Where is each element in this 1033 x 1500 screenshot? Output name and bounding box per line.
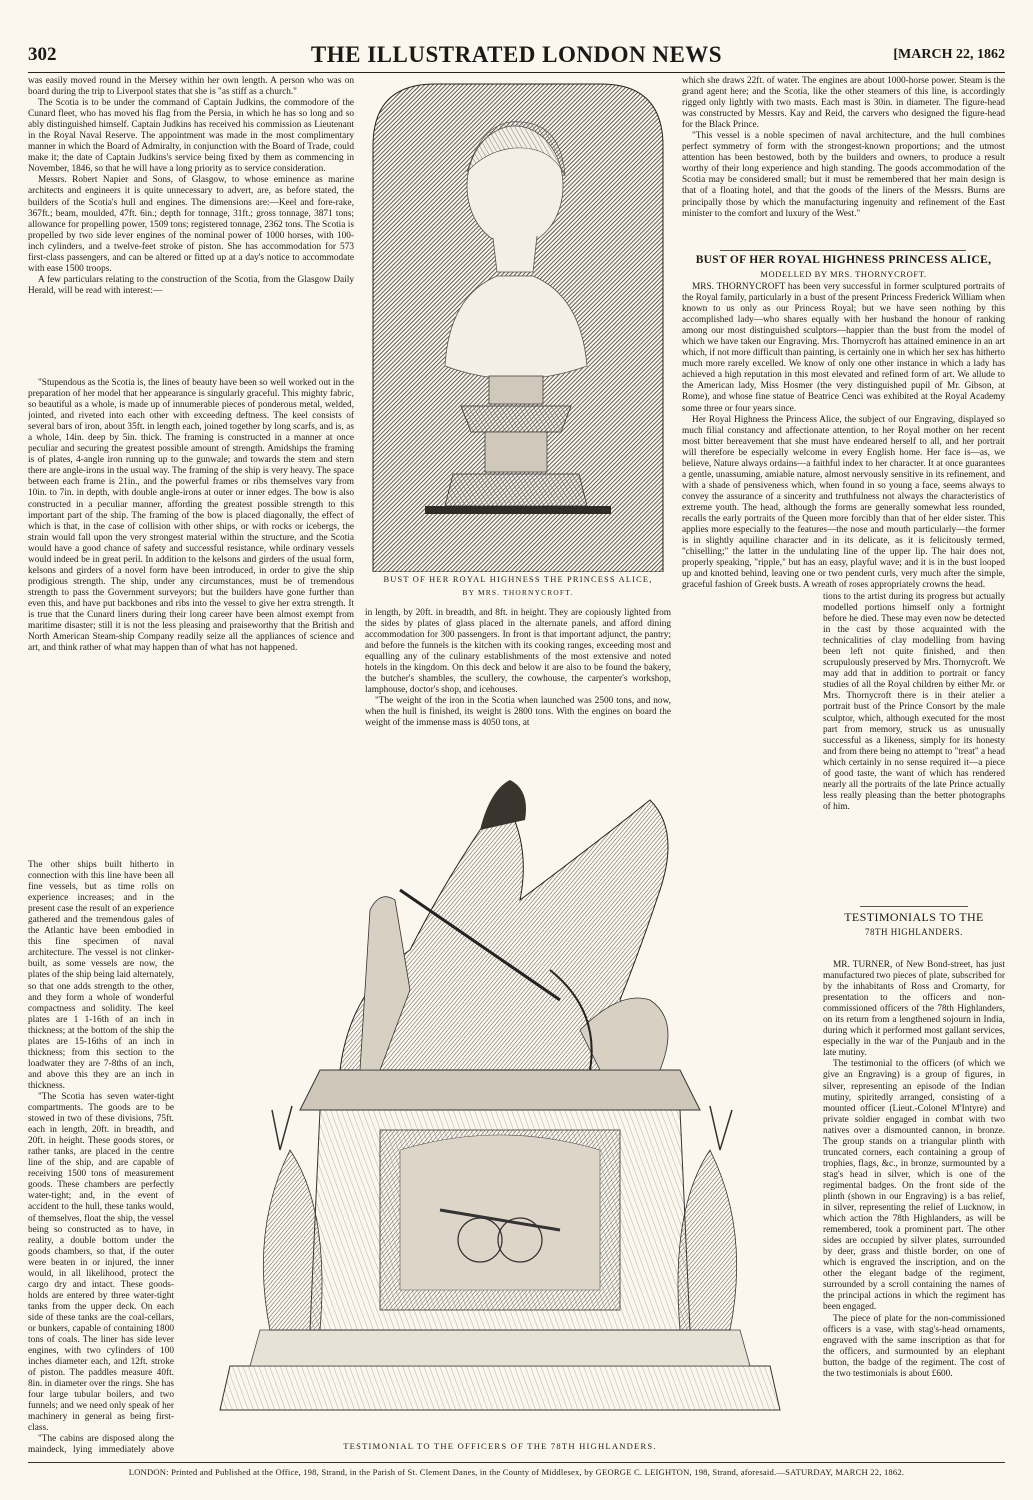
testimonials-heading: TESTIMONIALS TO THE: [844, 910, 984, 924]
alice-article-subheading: MODELLED BY MRS. THORNYCROFT.: [760, 269, 927, 279]
article-scotia-part5: [682, 76, 1005, 253]
bust-caption: BUST OF HER ROYAL HIGHNESS THE PRINCESS ALICE,: [383, 575, 653, 584]
paragraph: "The cabins are disposed along the maindeck, lying immediately above: [28, 1434, 174, 1456]
paragraph: The Scotia is to be under the command of Captain Judkins, the commodore of the Cunard fleet, who has moved his flag from the Persia, in which he has so long and so ably distinguished himself. Captain Judkins has received his commission as Lieutenant in the Royal Naval Reserve. The appointment was made in the most complimentary manner in which the Board of Admiralty, in conjunction with the Board of Trade, could make it; the date of Captain Judkins's service being fixed by them as commencing in November, 1846, so that he will have a long priority as to service consideration.: [28, 98, 354, 175]
article-scotia-part1: [28, 76, 354, 376]
paragraph: "This vessel is a noble specimen of naval architecture, and the hull combines perfect symmetry of form with the strongest-known proportions; and the utmost attention has been bestowed, both by the builders and owners, to produce a result worthy of their long experience and high standing. The goods accommodation of the Scotia may be considered small; but it must be remembered that her main design is that of a floating hotel, and that the goods of the liners of the Messrs. Burns are principally those by which the manufacturing ingenuity and refinement of the East minister to the comfort and luxury of the West.": [682, 131, 1005, 219]
paragraph: The piece of plate for the non-commissioned officers is a vase, with stag's-head ornaments, engraved with the same inscription as that for the officers, and surmounted by an elephant button, the badge of the regiment. The cost of the two testimonials is about £600.: [823, 1313, 1005, 1379]
paragraph: "The Scotia has seven water-tight compartments. The goods are to be stowed in two of these divisions, 75ft. each in length, 20ft. in breadth, and 20ft. in height. These goods stores, or rather tanks, are placed in the centre line of the ship, and are capable of receiving 1500 tons of measurement goods. These chambers are perfectly water-tight; and, in the event of accident to the hull, these tanks would, of themselves, float the ship, the vessel being so constructed as to have, in reality, a double bottom under the goods chambers, so that, if the outer were beaten in or injured, the inner would, in all likelihood, protect the cargo dry and intact. These goods-holds are entered by three water-tight tanks from the upper deck. On each side of these tanks are the coal-cellars, or bunkers, capable of containing 1800 tons of coals. The liner has side lever engines, with two cylinders of 100 inches diameter each, and 12ft. stroke of piston. The paddles measure 40ft. 8in. in diameter over the rings. She has four large tubular boilers, and two funnels; and we need only speak of her machinery in general as being first-class.: [28, 1091, 174, 1434]
page-number: 302: [28, 44, 57, 65]
paragraph: MRS. THORNYCROFT has been very successful in former sculptured portraits of the Royal family, particularly in a bust of the present Princess Frederick William when known to us only as our Princess Royal; but we have seen nothing by this accomplished lady—who shares equally with her husband the honour of ranking among our most distinguished sculptors—happier than the bust from the model of which we have taken our Engraving. Mrs. Thornycroft has attained eminence in an art which, if not more difficult than painting, is certainly one in which her sex has hitherto much more rarely excelled. We know of only one other instance in which a lady has achieved a high reputation in this most elevated and refined form of art. We allude to the American lady, Miss Hosmer (the very distinguished pupil of Mr. Gibson, at Rome), and whose fine statue of Beatrice Cenci was exhibited at the Royal Academy some three or four years since.: [682, 282, 1005, 414]
bust-engraving: [365, 76, 671, 572]
paragraph: Her Royal Highness the Princess Alice, the subject of our Engraving, displayed so much filial constancy and affectionate attention, to her Royal mother on her recent most bitter bereavement that she must have endeared herself to all, and her portrait will therefore be especially welcome in every English home. Her face is—as, we believe, Nature always ordains—a faithful index to her character. It at once guarantees a gentle, unassuming, amiable nature, almost nervously sensitive in its refinement, and with a shade of pensiveness which, when found in so young a face, seems always to convey the assurance of a sincerity and truthfulness not always the characteristics of extreme youth. The head, although the forms are generally somewhat less rounded, recalls the early portraits of the Queen more forcibly than that of her elder sister. This applies more especially to the features—the nose and mouth particularly—the former is in slightly aquiline character and in its delicate, as it is felicitously termed, "chiselling;" the latter in the undulating line of the upper lip. The hair does not, properly speaking, "ripple," but has an easy, playful wave; and it is in the bust looped up and knotted behind, leaving one or two pendent curls, very much after the simple, graceful fashion of Greek busts. A wreath of roses appropriately crowns the head.: [682, 414, 1005, 590]
article-princess-alice-continued: [823, 592, 1005, 908]
issue-date: [MARCH 22, 1862: [893, 47, 1005, 62]
bust-illustration: [365, 76, 671, 572]
paragraph: tions to the artist during its progress but actually modelled portions himself only a fortnight before he died. These may even now be detected in the cast by those acquainted with the technicalities of clay modelling from having been left not quite finished, and then scrupulously preserved by Mrs. Thornycroft. We may add that in addition to portrait or fancy studies of all the Royal children by either Mr. or Mrs. Thornycroft there is in their atelier a portrait bust of the Prince Consort by the male sculptor, which, although executed for the most part from memory, struck us as unusually successful as a likeness, simply for its honesty and from there being no attempt to "treat" a head which certainly in no sense required it—a piece of good taste, the want of which has rendered nearly all the portraits of the late Prince actually less really pleasing than the better photographs of him.: [823, 592, 1005, 812]
paragraph: which she draws 22ft. of water. The engines are about 1000-horse power. Steam is the grand agent here; and the Scotia, like the other steamers of this line, is accordingly rigged only lightly with two masts. Each mast is 30in. in diameter. The figure-head was constructed by Messrs. Kay and Reid, the carvers who designed the figure-head for the Black Prince.: [682, 76, 1005, 131]
paragraph: A few particulars relating to the construction of the Scotia, from the Glasgow Daily Herald, will be read with interest:—: [28, 274, 354, 296]
paragraph: The testimonial to the officers (of which we give an Engraving) is a group of figures, in silver, representing an episode of the Indian mutiny, spiritedly arranged, consisting of a mounted officer (Lieut.-Colonel M'Intyre) and private soldier engaged in combat with two natives over a dismounted cannon, in bronze. The group stands on a triangular plinth with truncated corners, each containing a group of trophies, flags, &c., in bronze, surmounted by a stag's head in silver, which is one of the regimental badges. On the front side of the plinth (shown in our Engraving) is a bas relief, in silver, representing the relief of Lucknow, in which action the 78th Highlanders, as will be remembered, took a prominent part. The other sides are occupied by silver plates, surrounded by deer, grass and thistle border, on one of which is engraved the inscription, and on the other the elegant badge of the regiment, surrounded by a scroll containing the names of the principal actions in which the regiment has been engaged.: [823, 1059, 1005, 1313]
article-scotia-part4: [365, 608, 671, 770]
paragraph: "Stupendous as the Scotia is, the lines of beauty have been so well worked out in the preparation of her model that her appearance is singularly graceful. This mighty fabric, so beautiful as a whole, is made up of innumerable pieces of ponderous metal, welded, jointed, and riveted into each other with exceeding deftness. The keel consists of several bars of iron, about 35ft. in length each, joined together by long scarfs, and is, as a whole, 14in. deep by 5in. thick. The framing is constructed in a manner at once peculiar and securing the greatest possible amount of strength. Amidships the framing is of plates, 4-angle iron running up to the gunwale; and towards the stem and stern there are angle-irons in the usual way. The framing of the ship is very heavy. The space between each frame is 21in., and the powerful frames or ribs themselves vary from 10in. to 7in. in depth, with double angle-irons at outer or inner edges. The bow is also constructed in a peculiar manner, affording the greatest possible strength to this important part of the ship. The framing of the bow is placed diagonally, the effect of which is that, in the case of collision with other ships, or with rocks or icebergs, the strain would fall upon the very strongest material within the structure, and the Scotia would have a good chance of safety and successful resistance, while ordinary vessels would indeed be in great peril. In addition to the kelsons and girders of the usual form, kelsons and girders of a novel form have been introduced, in order to give the ship prodigious strength. The ship, under any circumstances, must be of tremendous strength to pass the Government surveyors; but the builders have gone further than even this, and have put backbones and ribs into the vessel to give her extra strength. It is true that the Cunard liners during their long career have been almost exempt from maritime disaster; still it is not the less pleasing and praiseworthy that the British and North American Steam-ship Company readily seize all the appliances of science and art, and think rather of what may happen than of what has not happened.: [28, 378, 354, 654]
testimonial-illustration: [180, 770, 820, 1438]
paragraph: MR. TURNER, of New Bond-street, has just manufactured two pieces of plate, subscribed for by the inhabitants of Ross and Cromarty, for presentation to the officers and non-commissioned officers of the 78th Highlanders, on its return from a lengthened sojourn in India, during which it performed most gallant services, especially in the war of the Punjaub and in the late mutiny.: [823, 960, 1005, 1059]
paragraph: was easily moved round in the Mersey within her own length. A person who was on board during the trip to Liverpool states that she is "as stiff as a church.": [28, 76, 354, 98]
imprint-footer: LONDON: Printed and Published at the Office, 198, Strand, in the Parish of St. Clement Danes, in the County of Middlesex, by GEORGE C. LEIGHTON, 198, Strand, aforesaid.—SATURDAY, MARCH 22, 1862.: [28, 1462, 1005, 1477]
testimonial-caption: TESTIMONIAL TO THE OFFICERS OF THE 78TH HIGHLANDERS.: [343, 1441, 657, 1451]
bust-caption-artist: BY MRS. THORNYCROFT.: [462, 588, 574, 597]
paragraph: Messrs. Robert Napier and Sons, of Glasgow, to whose eminence as marine architects and engineers it is quite unnecessary to advert, are, as before stated, the builders of the Scotia's hull and engines. The dimensions are:—Keel and fore-rake, 367ft.; beam, moulded, 47ft. 6in.; depth for tonnage, 31ft.; gross tonnage, 3871 tons; allowance for propelling power, 1509 tons; registered tonnage, 2362 tons. The Scotia is propelled by two side lever engines of the nominal power of 1000 horses, with 100-inch cylinders, and a twelve-feet stroke of piston. She has accommodation for 573 first-class passengers, and can be altered or fitted up at a day's notice to accommodate with ease 1500 troops.: [28, 175, 354, 274]
article-princess-alice: [682, 282, 1005, 590]
section-divider: [720, 250, 966, 251]
masthead: THE ILLUSTRATED LONDON NEWS: [310, 42, 723, 67]
article-scotia-part3: [28, 860, 174, 1456]
paragraph: in length, by 20ft. in breadth, and 8ft. in height. They are copiously lighted from the sides by plates of glass placed in the alternate panels, and afford dining accommodation for 300 passengers. In front is that important adjunct, the pantry; and before the funnels is the kitchen with its cooking ranges, exceeding most and equalling any of the culinary establishments of the most extensive and noted hotels in the kingdom. On this deck and below it are also to be found the bakery, the butcher's shambles, the scullery, the cowhouse, the carpenter's workshop, lamphouse, doctor's shop, and icehouses.: [365, 608, 671, 696]
paragraph: The other ships built hitherto in connection with this line have been all fine vessels, but as time rolls on experience increases; and in the present case the result of an experience gathered and the tremendous gales of the Atlantic have been embodied in this fine specimen of naval architecture. The vessel is not clinker-built, as some vessels are now, the plates of the ship being laid alternately, so that one adds strength to the other, and they form a whole of wonderful compactness and solidity. The keel plates are 1 1-16th of an inch in thickness; at the bottom of the ship the plates are 15-16ths of an inch in thickness; from this section to the loadwater they are 7-8ths of an inch, and above this they are an inch in thickness.: [28, 860, 174, 1091]
article-testimonials: [823, 960, 1005, 1456]
page-header: [28, 38, 1005, 73]
testimonial-engraving: [180, 770, 820, 1438]
section-divider: [860, 906, 968, 907]
alice-article-heading: BUST OF HER ROYAL HIGHNESS PRINCESS ALICE,: [695, 254, 992, 266]
paragraph: "The weight of the iron in the Scotia when launched was 2500 tons, and now, when the hull is finished, its weight is 2800 tons. With the engines on board the weight of the immense mass is 4050 tons, at: [365, 696, 671, 729]
testimonials-subheading: 78TH HIGHLANDERS.: [865, 927, 963, 937]
